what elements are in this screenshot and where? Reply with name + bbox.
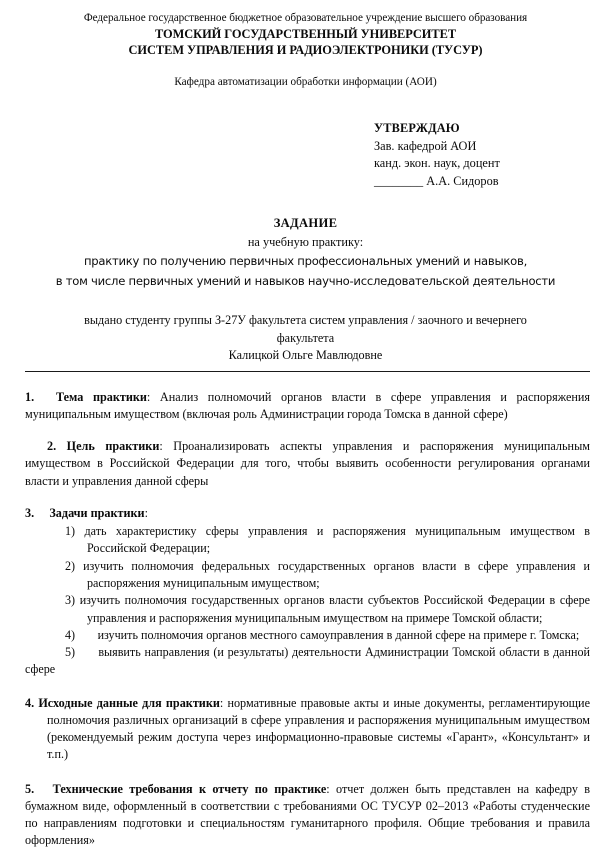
section-5-number: 5. <box>25 781 35 796</box>
approval-block <box>0 120 611 190</box>
approval-signature-line: ________ А.А. Сидоров <box>374 173 499 188</box>
task-item-5 <box>25 644 590 679</box>
issued-to-block <box>0 312 611 365</box>
task-item-4-marker: 4) <box>65 627 76 642</box>
task-item-1-marker: 1) <box>65 524 76 539</box>
task-item-3 <box>25 592 590 627</box>
approval-position: Зав. кафедрой АОИ <box>374 138 477 153</box>
section-2-separator: : <box>159 439 163 454</box>
section-3-separator: : <box>144 505 148 520</box>
task-item-5-text: выявить направления (и результаты) деятельности Администрации Томской области в данной сфере <box>25 645 590 677</box>
section-4 <box>25 695 590 764</box>
section-2-label: Цель практики <box>66 439 160 454</box>
issued-to-line2: факультета <box>276 330 335 345</box>
section-1-label: Тема практики <box>55 389 147 404</box>
section-5-separator: : <box>326 781 330 796</box>
approval-title: УТВЕРЖДАЮ <box>374 121 460 135</box>
task-item-2-marker: 2) <box>65 558 76 573</box>
section-1-text: Анализ полномочий органов власти в сфере управления и распоряжения муниципальным имуществом (включая роль Администрации города Томска в данной сфере) <box>25 389 591 422</box>
section-1 <box>25 389 590 423</box>
student-name: Калицкой Ольге Мавлюдовне <box>228 348 383 363</box>
task-list <box>25 523 590 679</box>
task-item-1 <box>25 523 590 558</box>
section-3 <box>25 505 590 522</box>
page-title: ЗАДАНИЕ <box>273 216 338 231</box>
task-practice-line: практику по получению первичных профессиональных умений и навыков, <box>83 254 528 269</box>
section-4-text: нормативные правовые акты и иные документы, регламентирующие полномочия различных организаций в сфере управления и распоряжения муниципальным имуществом (рекомендуемый режим доступа через информационно-правовые системы «Гарант», «Консультант» и т.п.) <box>47 695 590 762</box>
org-name-line2: ТОМСКИЙ ГОСУДАРСТВЕННЫЙ УНИВЕРСИТЕТ <box>154 27 457 41</box>
horizontal-divider <box>25 371 590 372</box>
task-item-3-marker: 3) <box>65 593 76 608</box>
section-4-separator: : <box>219 695 224 710</box>
section-2-number: 2. <box>47 439 57 454</box>
task-item-3-text: изучить полномочия государственных органов власти субъектов Российской Федерации в сфере управления и распоряжения муниципальным имуществом на примере Томской области; <box>79 593 590 625</box>
section-3-number: 3. <box>25 505 35 520</box>
org-name-line1: Федеральное государственное бюджетное образовательное учреждение высшего образования <box>83 12 528 24</box>
section-5 <box>25 781 590 850</box>
task-item-2 <box>25 558 590 593</box>
task-item-1-text: дать характеристику сферы управления и распоряжения муниципальным имуществом в Российской Федерации; <box>84 524 590 556</box>
section-1-separator: : <box>146 389 151 404</box>
section-5-text: отчет должен быть представлен на кафедру в бумажном виде, оформленный в соответствии с требованиями ОС ТУСУР 02–2013 «Работы студенческие по направлениям подготовки и специальностям гуманитарного профиля. Общие требования и правила оформления» <box>25 781 591 848</box>
section-4-label: Исходные данные для практики <box>38 695 220 710</box>
task-item-5-marker: 5) <box>65 645 76 660</box>
section-2-text: Проанализировать аспекты управления и распоряжения муниципальным имуществом в Российской Федерации для того, чтобы выявить особенности регулирования органами власти и управления данной сферы <box>25 439 590 488</box>
document-body <box>0 389 611 850</box>
approval-degree: канд. экон. наук, доцент <box>374 156 500 171</box>
task-research-line: в том числе первичных умений и навыков научно-исследовательской деятельности <box>55 273 556 288</box>
task-heading <box>0 214 611 291</box>
section-2 <box>25 438 590 490</box>
section-5-label: Технические требования к отчету по практике <box>52 781 327 796</box>
section-4-number: 4. <box>25 695 35 710</box>
issued-to-line1: выдано студенту группы З-27У факультета систем управления / заочного и вечернего <box>84 313 527 328</box>
task-item-4-text: изучить полномочия органов местного самоуправления в данной сфере на примере г. Томска; <box>97 627 580 642</box>
task-subtitle: на учебную практику: <box>247 235 364 250</box>
task-item-2-text: изучить полномочия федеральных государственных органов власти в сфере управления и распоряжения муниципальным имуществом; <box>83 558 590 590</box>
section-3-label: Задачи практики <box>49 505 145 520</box>
department-line: Кафедра автоматизации обработки информации (АОИ) <box>174 76 437 88</box>
task-item-4 <box>25 627 590 644</box>
organization-header <box>0 0 611 90</box>
org-name-line3: СИСТЕМ УПРАВЛЕНИЯ И РАДИОЭЛЕКТРОНИКИ (ТУСУР) <box>128 43 483 57</box>
section-1-number: 1. <box>25 389 35 404</box>
